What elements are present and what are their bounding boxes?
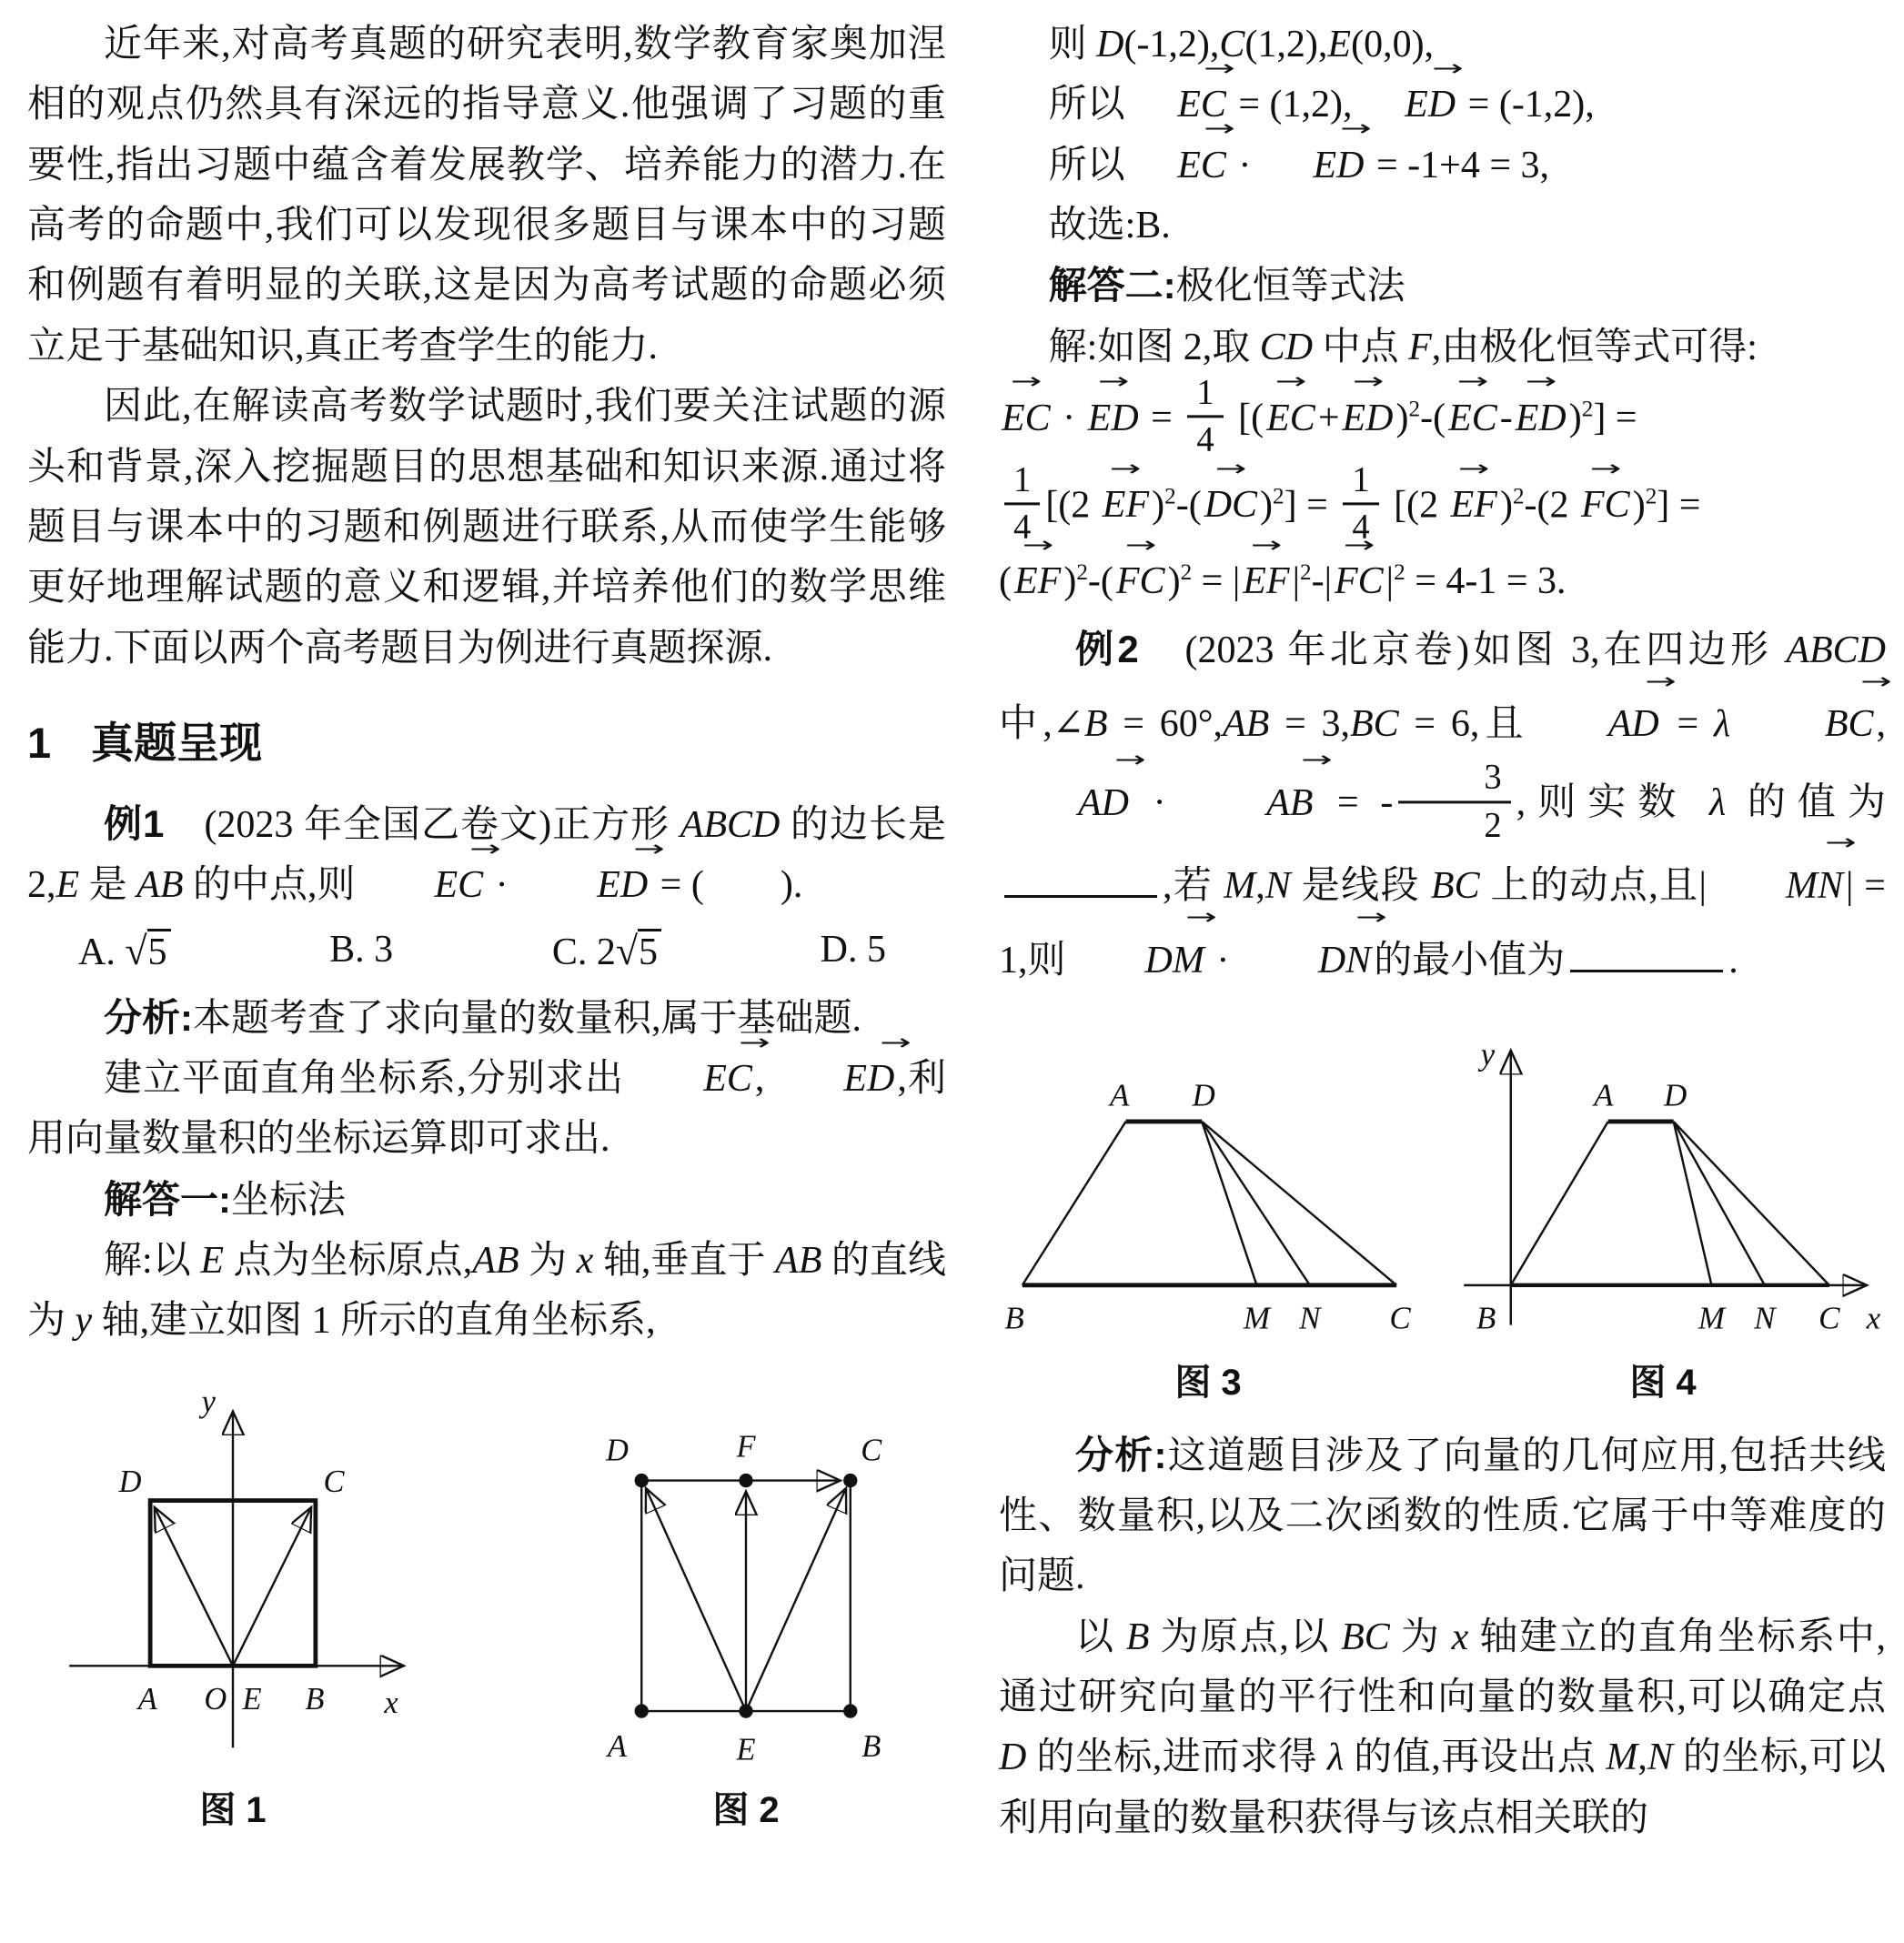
figure4-diagram [1440, 1024, 1886, 1344]
fig3-label-b: B [1004, 1300, 1024, 1336]
fig1-label-c: C [323, 1464, 345, 1499]
fig1-label-x-axis: x [384, 1685, 398, 1720]
solution1-line1: 则 D(-1,2),C(1,2),E(0,0), [1048, 24, 1435, 65]
example1-options [27, 916, 946, 988]
figure2-diagram [546, 1372, 946, 1772]
figure3-caption: 图 3 [1174, 1362, 1242, 1403]
option-c: C. 2√5 [552, 918, 661, 986]
fig4-label-b: B [1476, 1300, 1496, 1336]
polarization-identity-line2: $\frac{1}{4}$ [(2 → EF)$^2$-(→ DC)$^2$] = $\frac{1}{4}$ [(2 → EF)$^2$-(2 → FC)$^2$] = [999, 465, 1886, 552]
figure1-diagram [27, 1372, 438, 1772]
section-title: 真题呈现 [91, 718, 263, 767]
fig3-label-d: D [1192, 1077, 1215, 1113]
section-number: 1 [27, 718, 52, 767]
figure1 [27, 1372, 438, 1833]
fig1-label-d: D [118, 1464, 142, 1499]
fig1-label-e: E [242, 1681, 262, 1716]
solution1-line3: 所以 → EC · → ED = -1+4 = 3, [999, 136, 1886, 196]
fig2-label-b: B [861, 1728, 881, 1764]
fig1-label-o: O [204, 1681, 227, 1716]
right-column [999, 15, 1886, 1848]
intro-paragraph-2: 因此,在解读高考数学试题时,我们要关注试题的源头和背景,深入挖掘题目的思想基础和知识来源.通过将题目与课本中的习题和例题进行联系,从而使学生能够更好地理解试题的意义和逻辑,并培养他们的数学思维能力.下面以两个高考题目为例进行真题探源. [27, 386, 946, 669]
fig3-label-a: A [1110, 1077, 1130, 1113]
fig4-label-c: C [1818, 1300, 1840, 1336]
fig4-label-a: A [1594, 1077, 1614, 1113]
polarization-identity-line1: → EC · → ED = $\frac{1}{4}$ [(→ EC+→ ED)$^2$-(→ EC-→ ED)$^2$] = [999, 378, 1886, 465]
option-a: A. √5 [78, 918, 171, 986]
option-b: B. 3 [329, 928, 394, 971]
example1-approach: 建立平面直角坐标系,分别求出 → EC, → ED,利用向量数量积的坐标运算即可求出. [27, 1049, 946, 1170]
polarization-identity-line3: (→ EF)$^2$-(→ FC)$^2$ = |→ $EF|^2-|\to FC|^2 = 4-1 = 3$. [999, 551, 1886, 611]
figure4-caption: 图 4 [1629, 1362, 1697, 1403]
fig3-label-c: C [1389, 1300, 1411, 1336]
solution2-heading: 解答二:极化恒等式法 [1048, 264, 1405, 308]
solution2-body: 解:如图 2,取 CD 中点 F,由极化恒等式可得: [1048, 326, 1758, 368]
figure1-caption: 图 1 [199, 1789, 267, 1830]
example2-statement: 例2 (2023 年北京卷)如图 3,在四边形 ABCD 中,∠B = 60°,AB = 3,BC = 6,且 → AD = λ → BC,→ AD · → AB = - $\frac{3}{2}$ ,则实数 λ 的值为,若 M,N 是线段 BC 上的动点,且| → MN| = 1,则 → DM · → DN的最小值为 . [999, 612, 1886, 999]
fig2-label-a: A [607, 1728, 627, 1764]
example1-statement: 例1 (2023 年全国乙卷文)正方形 ABCD 的边长是 2,E 是 AB 的中点,则 → EC · → ED = ( ). [27, 794, 946, 916]
fig4-label-d: D [1663, 1077, 1687, 1113]
fig4-label-m: M [1697, 1300, 1726, 1336]
figure3-diagram [999, 1024, 1417, 1344]
solution1-heading: 解答一:坐标法 [104, 1177, 347, 1222]
figure-row-3-4 [999, 1024, 1886, 1405]
figure2 [546, 1372, 946, 1833]
solution1-line2: 所以 → EC = (1,2), → ED = (-1,2), [999, 75, 1886, 135]
fig2-label-e: E [736, 1732, 756, 1767]
figure4 [1440, 1024, 1886, 1405]
option-d: D. 5 [820, 928, 886, 971]
fig4-label-n: N [1754, 1300, 1776, 1336]
fig1-label-a: A [137, 1681, 157, 1716]
left-column [27, 15, 946, 1848]
fig3-label-m: M [1243, 1300, 1271, 1336]
fig2-label-d: D [606, 1433, 629, 1468]
figure-row-1-2 [27, 1372, 946, 1833]
section-heading [27, 710, 946, 770]
figure3 [999, 1024, 1417, 1405]
fig2-label-f: F [736, 1429, 756, 1465]
fig1-label-y-axis: y [201, 1384, 216, 1419]
example2-analysis: 分析:这道题目涉及了向量的几何应用,包括共线性、数量积,以及二次函数的性质.它属于中等难度的问题. [999, 1433, 1886, 1598]
fig4-label-x-axis: x [1866, 1300, 1881, 1336]
solution1-body: 解:以 E 点为坐标原点,AB 为 x 轴,垂直于 AB 的直线为 y 轴,建立如图 1 所示的直角坐标系, [27, 1240, 946, 1343]
fig2-label-c: C [861, 1433, 882, 1468]
fig4-label-y-axis: y [1480, 1036, 1496, 1072]
solution1-answer: 故选:B. [1048, 205, 1171, 247]
example2-approach: 以 B 为原点,以 BC 为 x 轴建立的直角坐标系中,通过研究向量的平行性和向量的数量积,可以确定点 D 的坐标,进而求得 λ 的值,再设出点 M,N 的坐标,可以利用向量的数量积获得与该点相关联的 [999, 1616, 1886, 1839]
example1-analysis: 分析:本题考查了求向量的数量积,属于基础题. [104, 995, 862, 1040]
fig1-label-b: B [305, 1681, 325, 1716]
figure2-caption: 图 2 [712, 1789, 780, 1830]
fig3-label-n: N [1299, 1300, 1321, 1336]
intro-paragraph-1: 近年来,对高考真题的研究表明,数学教育家奥加涅相的观点仍然具有深远的指导意义.他强调了习题的重要性,指出习题中蕴含着发展教学、培养能力的潜力.在高考的命题中,我们可以发现很多题目与课本中的习题和例题有着明显的关联,这是因为高考试题的命题必须立足于基础知识,真正考查学生的能力. [27, 24, 946, 367]
